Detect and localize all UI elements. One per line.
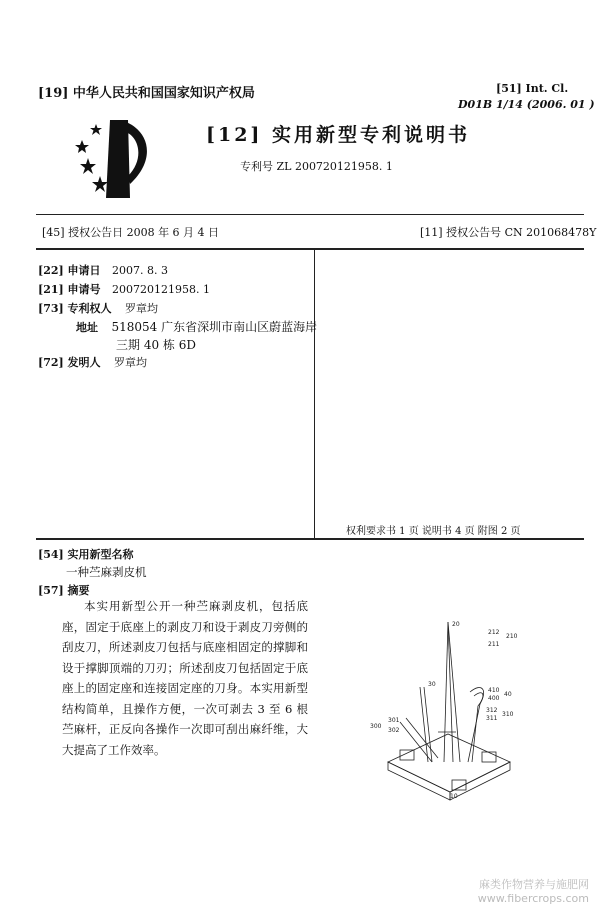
figure-label: 20 [452,621,460,628]
page-counts: 权利要求书 1 页 说明书 4 页 附图 2 页 [346,526,521,537]
watermark-line1: 麻类作物营养与施肥网 [479,878,589,891]
address-line1: 518054 广东省深圳市南山区蔚蓝海岸 [111,320,318,334]
figure-label: 211 [488,641,500,648]
figure-label: 301 [388,717,400,724]
figure-label: 30 [428,681,436,688]
figure-label: 311 [486,715,498,722]
patentee-row [38,300,158,316]
sipo-logo [70,112,170,206]
figure-label: 310 [502,711,514,718]
utility-name: 一种苎麻剥皮机 [66,565,147,579]
watermark-line2: www.fibercrops.com [477,892,589,905]
application-number-label: [21] 申请号 [38,283,101,296]
top-rule [36,214,584,215]
figure-label: 400 [488,695,500,702]
abstract-label: [57] 摘要 [38,584,90,597]
figure-label: 410 [488,687,500,694]
application-number: 200720121958. 1 [112,283,211,296]
address-label: 地址 [76,321,98,334]
utility-name-label: [54] 实用新型名称 [38,548,134,561]
document-type-title: [12] 实用新型专利说明书 [206,124,471,146]
figure-label: 210 [506,633,518,640]
figure-label: 40 [504,691,512,698]
publication-number: [11] 授权公告号 CN 201068478Y [420,226,597,239]
inventor-label: [72] 发明人 [38,356,101,369]
machine-figure [360,612,530,806]
figure-label: 302 [388,727,400,734]
figure-label: 312 [486,707,498,714]
publication-date: [45] 授权公告日 2008 年 6 月 4 日 [42,226,220,239]
column-divider [314,250,315,538]
application-date: 2007. 8. 3 [112,264,169,277]
grant-rule [36,248,584,250]
application-number-row [38,281,210,297]
application-date-label: [22] 申请日 [38,264,101,277]
watermark [478,878,589,906]
address-line2: 三期 40 栋 6D [116,338,196,352]
patent-number: 专利号 ZL 200720121958. 1 [240,160,393,173]
abstract-text [62,596,308,760]
address-row [76,318,317,335]
middle-rule [36,538,584,540]
office-name: [19] 中华人民共和国国家知识产权局 [38,86,255,101]
figure-label: 300 [370,723,382,730]
inventor-row [38,354,147,370]
intcl-value: D01B 1/14 (2006. 01 ) [458,98,595,111]
figure-label: 10 [450,793,458,800]
figure-label: 212 [488,629,500,636]
patentee-label: [73] 专利权人 [38,302,112,315]
abstract-paragraph: 本实用新型公开一种苎麻剥皮机，包括底座，固定于底座上的剥皮刀和设于剥皮刀旁侧的刮皮刀，所述剥皮刀包括与底座相固定的撑脚和设于撑脚顶端的刀刃；所述刮皮刀包括固定于底座上的固定座和连接固定座的刀身。本实用新型结构简单，且操作方便，一次可剥去 3 至 6 根苎麻杆，正反向各操作一次即可刮出麻纤维，大大提高了工作效率。 [62,599,308,757]
patentee: 罗章均 [125,302,159,315]
application-date-row [38,262,168,278]
intcl-label: [51] Int. Cl. [496,82,569,95]
inventor: 罗章均 [114,356,148,369]
